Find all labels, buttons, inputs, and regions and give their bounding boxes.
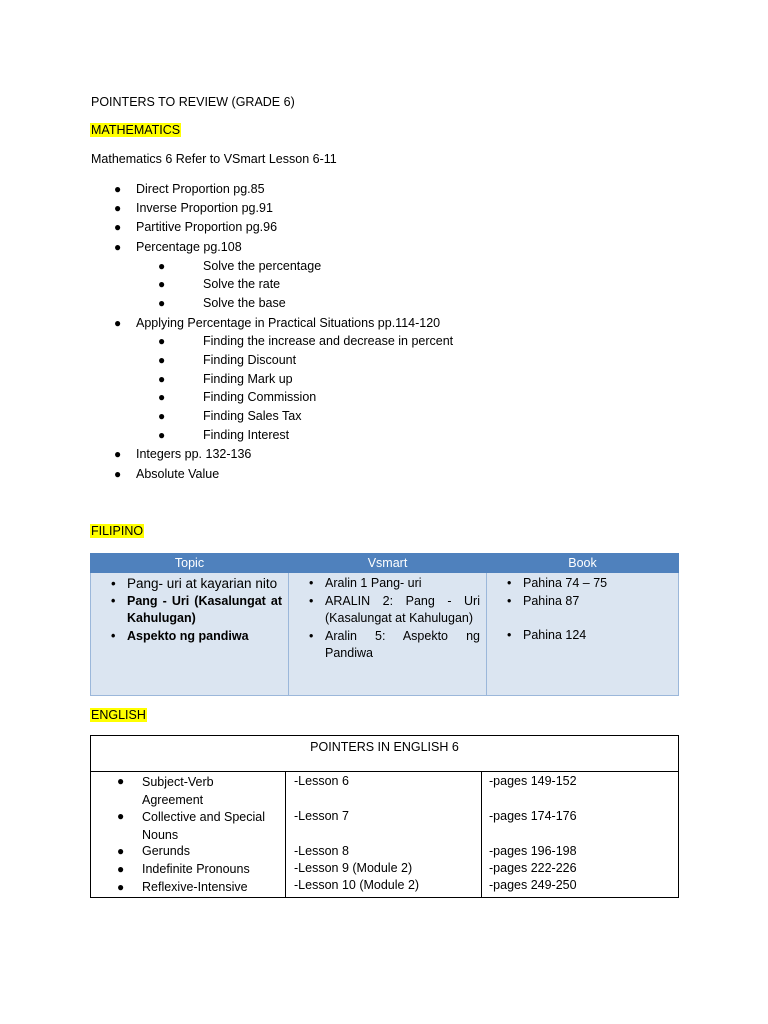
bullet: ● bbox=[158, 390, 166, 404]
english-table bbox=[90, 735, 679, 898]
bullet: ● bbox=[158, 353, 166, 367]
pages-cell: -pages 249-250 bbox=[489, 878, 577, 892]
list-item: Direct Proportion pg.85 bbox=[136, 182, 265, 196]
column-header-book: Book bbox=[487, 554, 679, 573]
list-item: Inverse Proportion pg.91 bbox=[136, 201, 273, 215]
list-item: • ARALIN 2: Pang - Uri (Kasalungat at Kahulugan) bbox=[295, 593, 480, 628]
bullet: ● bbox=[117, 774, 125, 788]
sub-list-item: Finding Discount bbox=[203, 353, 297, 367]
page-title: POINTERS TO REVIEW (GRADE 6) bbox=[91, 95, 295, 109]
bullet: ● bbox=[158, 334, 166, 348]
lesson-cell: -Lesson 8 bbox=[294, 844, 349, 858]
list-item: • Pang- uri at kayarian nito bbox=[97, 575, 282, 593]
sub-list-item: Finding Mark up bbox=[203, 372, 293, 386]
list-item: • Pahina 87 bbox=[493, 593, 672, 611]
bullet: ● bbox=[114, 182, 122, 196]
sub-list-item: Solve the base bbox=[203, 296, 286, 310]
math-subtitle: Mathematics 6 Refer to VSmart Lesson 6-11 bbox=[91, 152, 337, 166]
sub-list-item: Solve the percentage bbox=[203, 259, 322, 273]
sub-list-item: Finding Commission bbox=[203, 390, 317, 404]
english-table-title: POINTERS IN ENGLISH 6 bbox=[310, 740, 459, 754]
column-header-vsmart: Vsmart bbox=[289, 554, 487, 573]
list-item: • Pahina 74 – 75 bbox=[493, 575, 672, 593]
bullet: ● bbox=[158, 296, 166, 310]
list-item: Gerunds bbox=[142, 844, 190, 858]
table-header-row bbox=[91, 554, 679, 573]
book-cell bbox=[487, 573, 679, 696]
bullet: ● bbox=[158, 277, 166, 291]
pages-cell: -pages 149-152 bbox=[489, 774, 577, 788]
list-item: Partitive Proportion pg.96 bbox=[136, 220, 278, 234]
list-item: Subject-Verb Agreement bbox=[142, 775, 214, 807]
bullet: ● bbox=[158, 259, 166, 273]
pages-cell: -pages 196-198 bbox=[489, 844, 577, 858]
vsmart-cell bbox=[289, 573, 487, 696]
sub-list-item: Finding Sales Tax bbox=[203, 409, 302, 423]
list-item: Reflexive-Intensive bbox=[142, 880, 248, 894]
math-heading: MATHEMATICS bbox=[91, 123, 181, 137]
bullet: ● bbox=[114, 447, 122, 461]
list-item: • Aralin 1 Pang- uri bbox=[295, 575, 480, 593]
list-item: • Aspekto ng pandiwa bbox=[97, 628, 282, 646]
lesson-cell: -Lesson 7 bbox=[294, 809, 349, 823]
filipino-table bbox=[90, 553, 679, 696]
bullet: ● bbox=[114, 201, 122, 215]
sub-list-item: Solve the rate bbox=[203, 277, 281, 291]
filipino-heading: FILIPINO bbox=[91, 524, 144, 538]
list-item: Indefinite Pronouns bbox=[142, 862, 250, 876]
column-divider bbox=[481, 772, 482, 897]
table-row bbox=[91, 573, 679, 696]
list-item: Percentage pg.108 bbox=[136, 240, 242, 254]
lesson-cell: -Lesson 9 (Module 2) bbox=[294, 861, 413, 875]
bullet: ● bbox=[158, 409, 166, 423]
topic-cell bbox=[91, 573, 289, 696]
list-item: Collective and Special Nouns bbox=[142, 810, 265, 842]
bullet: ● bbox=[158, 428, 166, 442]
list-item: Applying Percentage in Practical Situations pp.114-120 bbox=[136, 316, 441, 330]
list-item: • Pahina 124 bbox=[493, 627, 672, 645]
list-item: Integers pp. 132-136 bbox=[136, 447, 252, 461]
bullet: ● bbox=[114, 316, 122, 330]
sub-list-item: Finding Interest bbox=[203, 428, 290, 442]
lesson-cell: -Lesson 6 bbox=[294, 774, 349, 788]
pages-cell: -pages 174-176 bbox=[489, 809, 577, 823]
bullet: ● bbox=[114, 240, 122, 254]
lesson-cell: -Lesson 10 (Module 2) bbox=[294, 878, 420, 892]
bullet: ● bbox=[117, 809, 125, 823]
list-item: • Aralin 5: Aspekto ng Pandiwa bbox=[295, 628, 480, 663]
english-table-header bbox=[91, 736, 678, 772]
column-header-topic: Topic bbox=[91, 554, 289, 573]
column-divider bbox=[285, 772, 286, 897]
sub-list-item: Finding the increase and decrease in percent bbox=[203, 334, 454, 348]
bullet: ● bbox=[114, 467, 122, 481]
list-item: • Pang - Uri (Kasalungat at Kahulugan) bbox=[97, 593, 282, 628]
list-item: Absolute Value bbox=[136, 467, 220, 481]
bullet: ● bbox=[117, 844, 125, 858]
english-heading: ENGLISH bbox=[91, 708, 146, 722]
bullet: ● bbox=[117, 880, 125, 894]
bullet: ● bbox=[114, 220, 122, 234]
bullet: ● bbox=[158, 372, 166, 386]
bullet: ● bbox=[117, 862, 125, 876]
pages-cell: -pages 222-226 bbox=[489, 861, 577, 875]
